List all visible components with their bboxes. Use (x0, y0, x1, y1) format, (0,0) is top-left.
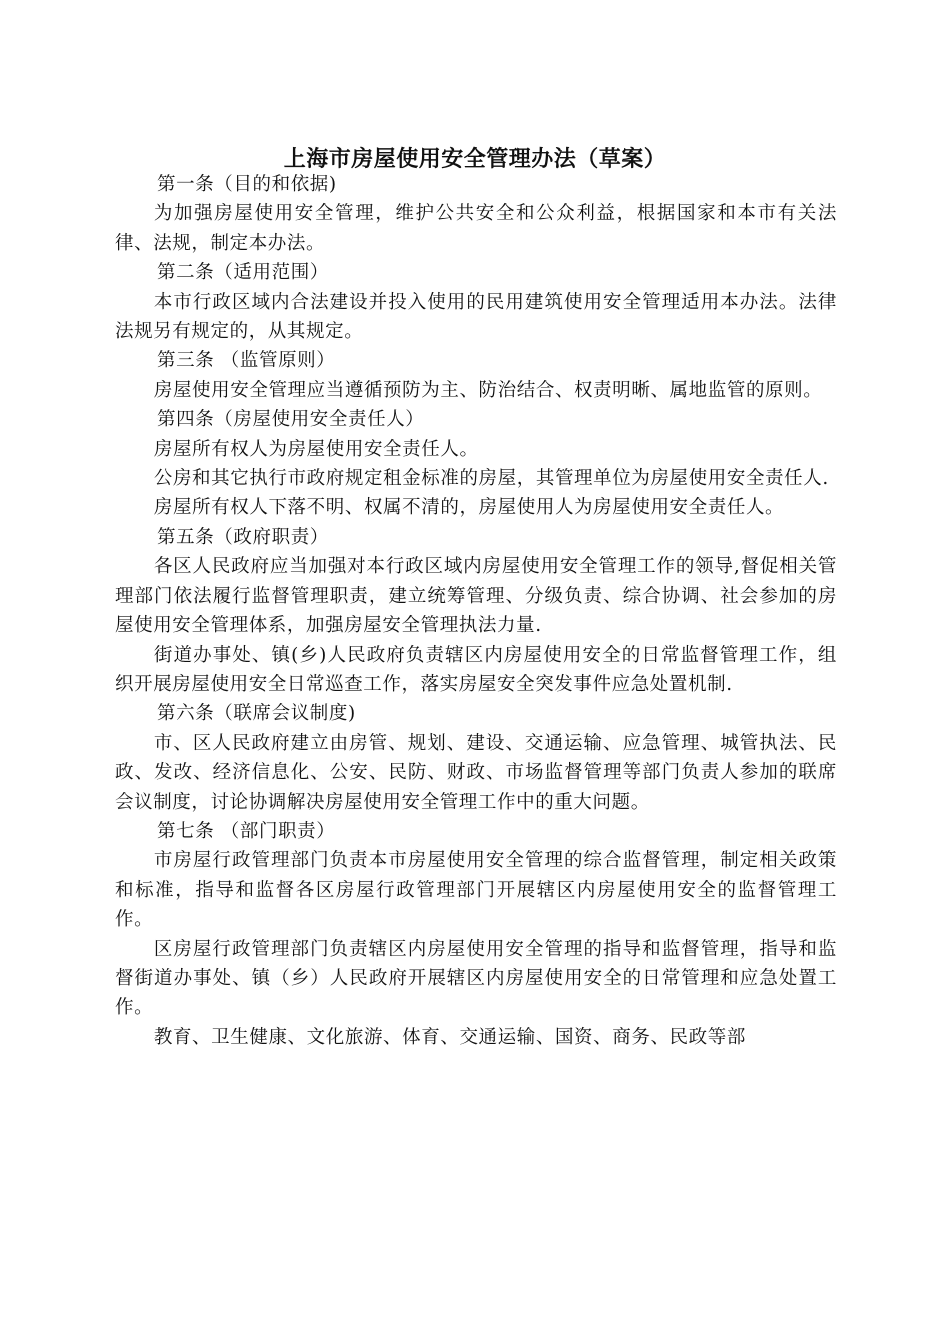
article-paragraph: 市、区人民政府建立由房管、规划、建设、交通运输、应急管理、城管执法、民政、发改、经济信息化、公安、民防、财政、市场监督管理等部门负责人参加的联席会议制度，讨论协调解决房屋使用安全管理工作中的重大问题。 (115, 732, 837, 813)
article-heading: 第三条 （监管原则） (157, 350, 336, 372)
article-paragraph: 市房屋行政管理部门负责本市房屋使用安全管理的综合监督管理，制定相关政策和标准，指导和监督各区房屋行政管理部门开展辖区内房屋使用安全的监督管理工作。 (115, 850, 837, 931)
article-heading: 第七条 （部门职责） (157, 820, 336, 842)
article-heading: 第五条（政府职责） (157, 526, 329, 548)
article-paragraph: 本市行政区域内合法建设并投入使用的民用建筑使用安全管理适用本办法。法律法规另有规定的，从其规定。 (115, 291, 837, 343)
document-title: 上海市房屋使用安全管理办法（草案） (283, 147, 667, 172)
article-paragraph: 房屋所有权人为房屋使用安全责任人。 (153, 438, 479, 460)
article-heading: 第四条（房屋使用安全责任人） (157, 409, 425, 431)
article-heading: 第六条（联席会议制度) (157, 703, 356, 725)
article-paragraph: 街道办事处、镇(乡)人民政府负责辖区内房屋使用安全的日常监督管理工作，组织开展房屋使用安全日常巡查工作，落实房屋安全突发事件应急处置机制. (115, 644, 837, 695)
article-paragraph: 各区人民政府应当加强对本行政区域内房屋使用安全管理工作的领导,督促相关管理部门依法履行监督管理职责，建立统筹管理、分级负责、综合协调、社会参加的房屋使用安全管理体系，加强房屋安全管理执法力量. (115, 556, 837, 637)
article-heading: 第一条（目的和依据) (157, 174, 337, 195)
document-body (115, 170, 837, 1052)
article-heading: 第二条（适用范围） (157, 262, 329, 284)
article-paragraph: 区房屋行政管理部门负责辖区内房屋使用安全管理的指导和监督管理，指导和监督街道办事处、镇（乡）人民政府开展辖区内房屋使用安全的日常管理和应急处置工作。 (115, 938, 837, 1019)
article-paragraph: 教育、卫生健康、文化旅游、体育、交通运输、国资、商务、民政等部 (153, 1026, 746, 1048)
article-paragraph: 房屋使用安全管理应当遵循预防为主、防治结合、权责明晰、属地监管的原则。 (153, 379, 823, 401)
article-paragraph: 公房和其它执行市政府规定租金标准的房屋，其管理单位为房屋使用安全责任人. (153, 468, 829, 490)
article-paragraph: 房屋所有权人下落不明、权属不清的，房屋使用人为房屋使用安全责任人。 (153, 497, 785, 519)
article-paragraph: 为加强房屋使用安全管理，维护公共安全和公众利益，根据国家和本市有关法律、法规，制定本办法。 (115, 203, 837, 254)
